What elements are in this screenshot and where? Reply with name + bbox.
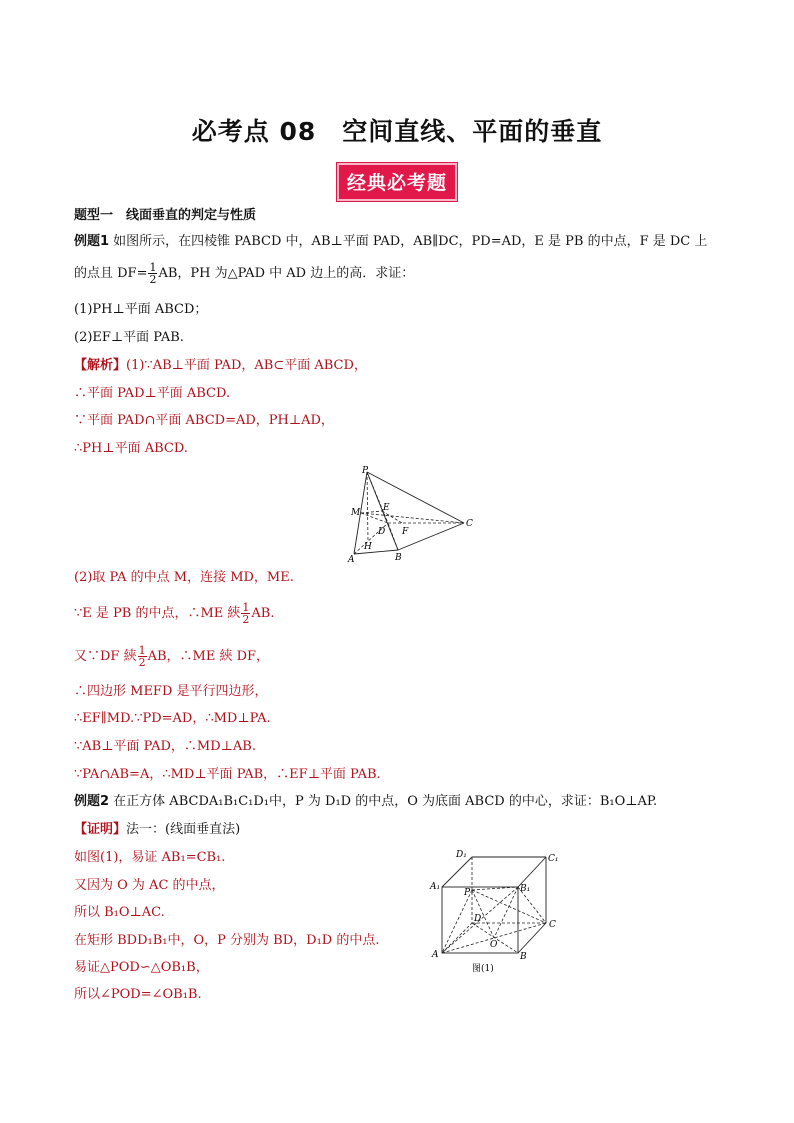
example2-line1 — [74, 793, 657, 811]
fig2-label-c: C — [549, 920, 556, 930]
example1-line2 — [74, 262, 414, 285]
frac-num: 1 — [138, 644, 146, 657]
fig2-label-o: O — [490, 940, 498, 950]
proof-step1: 如图(1)，易证 AB₁=CB₁. — [74, 850, 226, 865]
solution-step6-post: AB. — [251, 606, 275, 621]
solution-step10: ∵AB⊥平面 PAD，∴MD⊥AB. — [74, 739, 256, 754]
solution-step7-pre: 又∵DF 綊 — [74, 649, 137, 664]
solution-step3: ∵平面 PAD∩平面 ABCD=AD，PH⊥AD， — [74, 413, 334, 428]
example2-label: 例题2 — [74, 794, 110, 809]
frac-num: 1 — [149, 261, 157, 274]
fig1-label-h: H — [364, 542, 372, 552]
fig1-label-m: M — [351, 508, 361, 518]
solution-step4: ∴PH⊥平面 ABCD. — [74, 441, 188, 456]
proof-step5: 易证△POD∽△OB₁B， — [74, 960, 209, 975]
proof-tag: 【证明】 — [74, 822, 127, 837]
solution-step1: (1)∵AB⊥平面 PAD，AB⊂平面 ABCD， — [126, 358, 367, 373]
example1-line2-pre: 的点且 DF= — [74, 266, 148, 281]
fig2-caption: 图(1) — [472, 964, 494, 974]
solution-step6 — [74, 602, 274, 625]
fig1-label-e: E — [383, 503, 390, 513]
fig2-label-c1: C₁ — [548, 854, 559, 864]
frac-den: 2 — [149, 273, 157, 286]
fig1-label-a: A — [348, 555, 355, 565]
example1-line1 — [74, 233, 707, 251]
fraction-half — [148, 262, 157, 285]
solution-step8: ∴四边形 MEFD 是平行四边形， — [74, 684, 268, 699]
fig2-label-a1: A₁ — [430, 882, 441, 892]
proof-step4: 在矩形 BDD₁B₁中，O，P 分别为 BD，D₁D 的中点. — [74, 933, 380, 948]
section-heading: 题型一 线面垂直的判定与性质 — [74, 208, 257, 223]
example1-line2-post: AB，PH 为△PAD 中 AD 边上的高．求证： — [158, 266, 415, 281]
classic-badge: 经典必考题 — [337, 163, 457, 201]
proof-step3: 所以 B₁O⊥AC. — [74, 905, 165, 920]
solution-line1 — [74, 357, 367, 375]
fig1-label-p: P — [362, 466, 369, 476]
example1-label: 例题1 — [74, 234, 110, 249]
solution-step7-post: AB，∴ME 綊 DF， — [147, 649, 270, 664]
cube-figure — [428, 845, 568, 977]
frac-num: 1 — [242, 601, 250, 614]
solution-tag: 【解析】 — [74, 358, 127, 373]
proof-heading — [74, 821, 240, 839]
fig2-label-b1: B₁ — [520, 884, 531, 894]
solution-step11: ∵PA∩AB=A，∴MD⊥平面 PAB，∴EF⊥平面 PAB. — [74, 767, 381, 782]
fig1-label-d: D — [378, 527, 386, 537]
example2-text: 在正方体 ABCDA₁B₁C₁D₁中，P 为 D₁D 的中点，O 为底面 ABCD 的中心，求证：B₁O⊥AP. — [109, 794, 658, 809]
question-1: (1)PH⊥平面 ABCD； — [74, 302, 208, 317]
proof-step2: 又因为 O 为 AC 的中点， — [74, 878, 225, 893]
solution-step7 — [74, 645, 269, 668]
fig2-label-d1: D₁ — [456, 850, 467, 860]
fig2-label-b: B — [520, 952, 527, 962]
solution-step9: ∴EF∥MD.∵PD=AD，∴MD⊥PA. — [74, 711, 271, 726]
frac-den: 2 — [138, 656, 146, 669]
example1-text1: 如图所示，在四棱锥 PABCD 中，AB⊥平面 PAD，AB∥DC，PD=AD，E 是 PB 的中点，F 是 DC 上 — [109, 234, 708, 249]
page-title: 必考点 08 空间直线、平面的垂直 — [191, 117, 603, 146]
frac-den: 2 — [242, 613, 250, 626]
fig2-label-a: A — [432, 950, 439, 960]
solution-step5: (2)取 PA 的中点 M，连接 MD，ME. — [74, 570, 294, 585]
pyramid-figure — [340, 463, 480, 567]
fraction-half — [241, 602, 250, 625]
solution-step6-pre: ∵E 是 PB 的中点，∴ME 綊 — [74, 606, 241, 621]
solution-step2: ∴平面 PAD⊥平面 ABCD. — [74, 386, 231, 401]
fig1-label-c: C — [466, 519, 473, 529]
fig2-label-p: P — [464, 888, 471, 898]
fraction-half — [138, 645, 147, 668]
badge-container — [0, 163, 794, 201]
proof-step6: 所以∠POD=∠OB₁B. — [74, 987, 202, 1002]
fig1-label-b: B — [395, 553, 402, 563]
proof-method: 法一：(线面垂直法) — [126, 822, 241, 837]
fig2-label-d: D — [474, 914, 482, 924]
question-2: (2)EF⊥平面 PAB. — [74, 330, 184, 345]
fig1-label-f: F — [402, 527, 409, 537]
